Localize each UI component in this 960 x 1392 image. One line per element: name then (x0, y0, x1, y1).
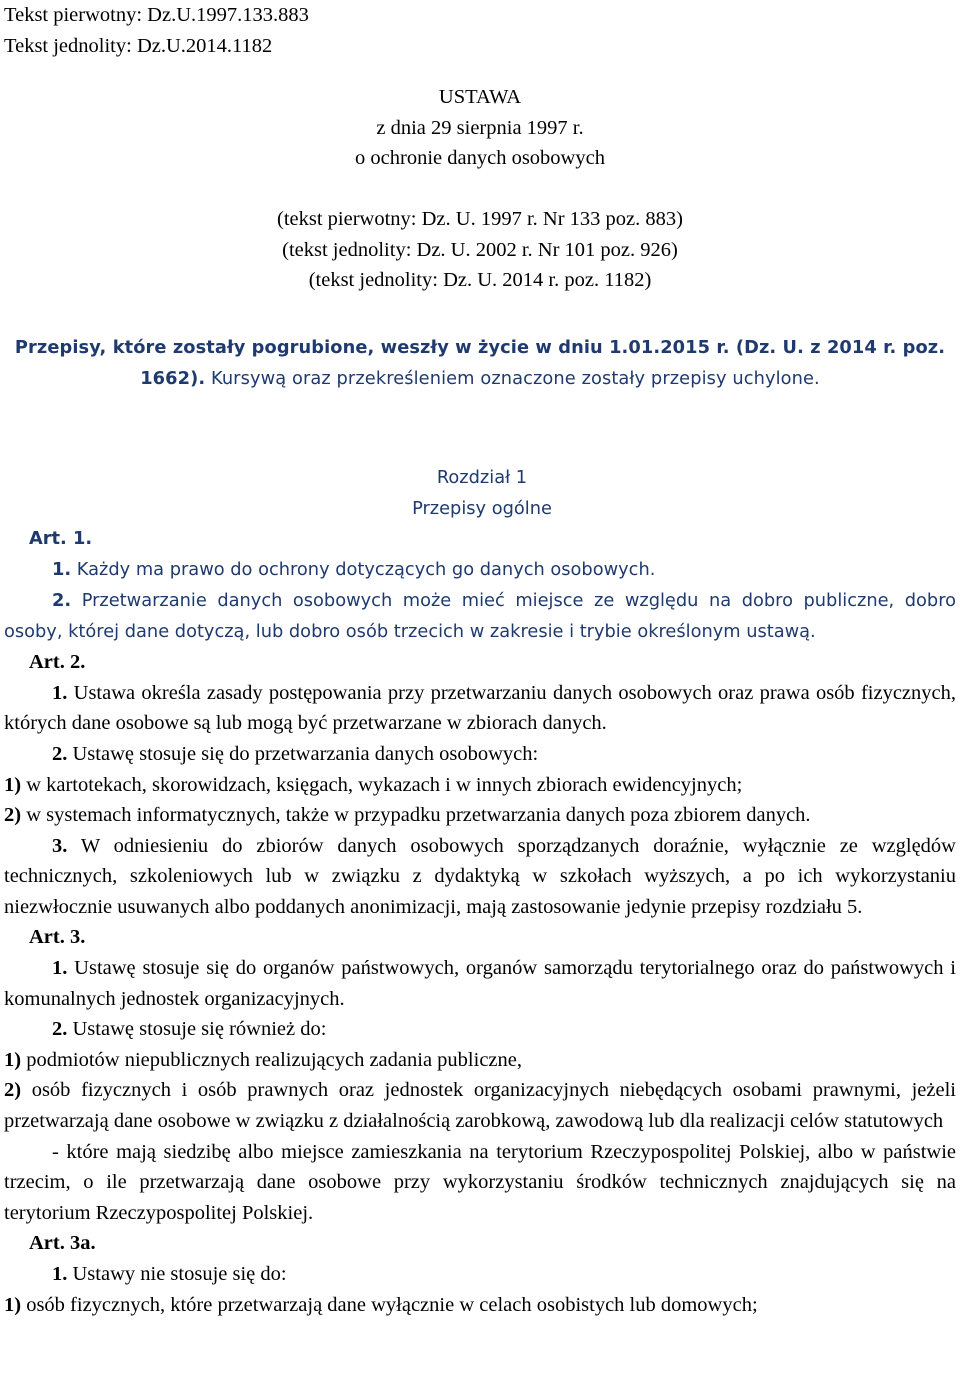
item-number: 2) (4, 1079, 22, 1102)
article-1 (4, 524, 956, 647)
paragraph-number: 1. (52, 1263, 68, 1285)
paragraph (4, 1259, 956, 1290)
item-text: w kartotekach, skorowidzach, księgach, wykazach i w innych zbiorach ewidencyjnych; (21, 773, 743, 796)
notice-rest: Kursywą oraz przekreśleniem oznaczone zostały przepisy uchylone. (205, 367, 820, 389)
chapter-heading (4, 462, 956, 524)
paragraph-number: 1. (52, 559, 72, 581)
paragraph-number: 2. (52, 1018, 68, 1041)
paragraph-text: Każdy ma prawo do ochrony dotyczących go danych osobowych. (71, 559, 656, 581)
paragraph-text: W odniesieniu do zbiorów danych osobowych sporządzanych doraźnie, wyłącznie ze względów technicznych, szkoleniowych lub w związku z dydaktyką w szkołach wyższych, a po ich wykorzystaniu niezwłocznie usuwanych albo poddanych anonimizacji, mają zastosowanie jedynie przepisy rozdziału 5. (4, 834, 956, 918)
paragraph (4, 678, 956, 739)
paragraph-text: Ustawa określa zasady postępowania przy przetwarzaniu danych osobowych oraz prawa osób fizycznych, których dane osobowe są lub mogą być przetwarzane w zbiorach danych. (4, 681, 956, 735)
item-number: 1) (4, 1048, 22, 1071)
list-item (4, 1075, 956, 1136)
list-item (4, 800, 956, 831)
act-date: z dnia 29 sierpnia 1997 r. (376, 116, 584, 139)
act-subject: o ochronie danych osobowych (355, 147, 605, 170)
paragraph-text: Ustawę stosuje się również do: (67, 1018, 327, 1041)
notice-bold-part: Przepisy, które zostały pogrubione, weszły w życie w dniu 1.01.2015 r. (Dz. U. z 2014 r. poz. 1662). (14, 336, 946, 389)
paragraph-text: Ustawę stosuje się do przetwarzania danych osobowych: (67, 742, 539, 765)
consolidated-text-reference: Tekst jednolity: Dz.U.2014.1182 (4, 34, 273, 57)
act-type: USTAWA (438, 86, 522, 109)
document-header (4, 0, 956, 61)
article-heading: Art. 2. (29, 651, 86, 674)
paragraph (4, 586, 956, 647)
article-2 (4, 647, 956, 922)
paragraph-text: Ustawę stosuje się do organów państwowych, organów samorządu terytorialnego oraz do państwowych i komunalnych jednostek organizacyjnych. (4, 957, 956, 1010)
act-title-block (4, 82, 956, 174)
source-line: (tekst pierwotny: Dz. U. 1997 r. Nr 133 poz. 883) (277, 207, 683, 230)
paragraph-number: 2. (52, 589, 72, 611)
item-number: 1) (4, 1293, 22, 1316)
list-item (4, 1290, 956, 1321)
article-heading: Art. 3. (29, 926, 86, 949)
item-text: osób fizycznych, które przetwarzają dane wyłącznie w celach osobistych lub domowych; (21, 1293, 758, 1316)
source-line: (tekst jednolity: Dz. U. 2014 r. poz. 1182) (308, 269, 652, 292)
original-text-reference: Tekst pierwotny: Dz.U.1997.133.883 (4, 4, 309, 26)
publication-sources (4, 204, 956, 296)
item-text: osób fizycznych i osób prawnych oraz jednostek organizacyjnych niebędących osobami prawnymi, jeżeli przetwarzają dane osobowe w związku z działalnością zarobkową, zawodową lub dla realizacji celów statutowych (4, 1079, 956, 1133)
chapter-label: Rozdział 1 (436, 466, 528, 488)
paragraph-number: 1. (52, 957, 68, 980)
list-item (4, 1045, 956, 1076)
chapter-title: Przepisy ogólne (412, 497, 552, 519)
item-number: 2) (4, 804, 22, 827)
list-item (4, 770, 956, 801)
item-text: w systemach informatycznych, także w przypadku przetwarzania danych poza zbiorem danych. (21, 804, 811, 827)
paragraph-text: Ustawy nie stosuje się do: (67, 1263, 287, 1285)
paragraph (4, 1014, 956, 1045)
closing-clause: - które mają siedzibę albo miejsce zamieszkania na terytorium Rzeczypospolitej Polskiej, albo w państwie trzecim, o ile przetwarzają dane osobowe przy wykorzystaniu środków technicznych znajdujących się na terytorium Rzeczypospolitej Polskiej. (4, 1140, 956, 1224)
paragraph (4, 831, 956, 923)
article-heading: Art. 1. (29, 527, 93, 549)
amendment-notice (4, 332, 956, 394)
article-3a (4, 1228, 956, 1320)
paragraph (4, 953, 956, 1014)
source-line: (tekst jednolity: Dz. U. 2002 r. Nr 101 poz. 926) (282, 238, 678, 261)
document-page (4, 0, 956, 1320)
paragraph-number: 1. (52, 681, 68, 704)
article-heading: Art. 3a. (29, 1232, 96, 1255)
paragraph (4, 554, 956, 586)
paragraph-number: 3. (52, 834, 68, 857)
article-3 (4, 922, 956, 1228)
paragraph-number: 2. (52, 742, 68, 765)
item-number: 1) (4, 773, 22, 796)
paragraph-text: Przetwarzanie danych osobowych może mieć miejsce ze względu na dobro publiczne, dobro osoby, której dane dotyczą, lub dobro osób trzecich w zakresie i trybie określonym ustawą. (4, 589, 956, 642)
paragraph (4, 739, 956, 770)
item-text: podmiotów niepublicznych realizujących zadania publiczne, (21, 1048, 522, 1071)
